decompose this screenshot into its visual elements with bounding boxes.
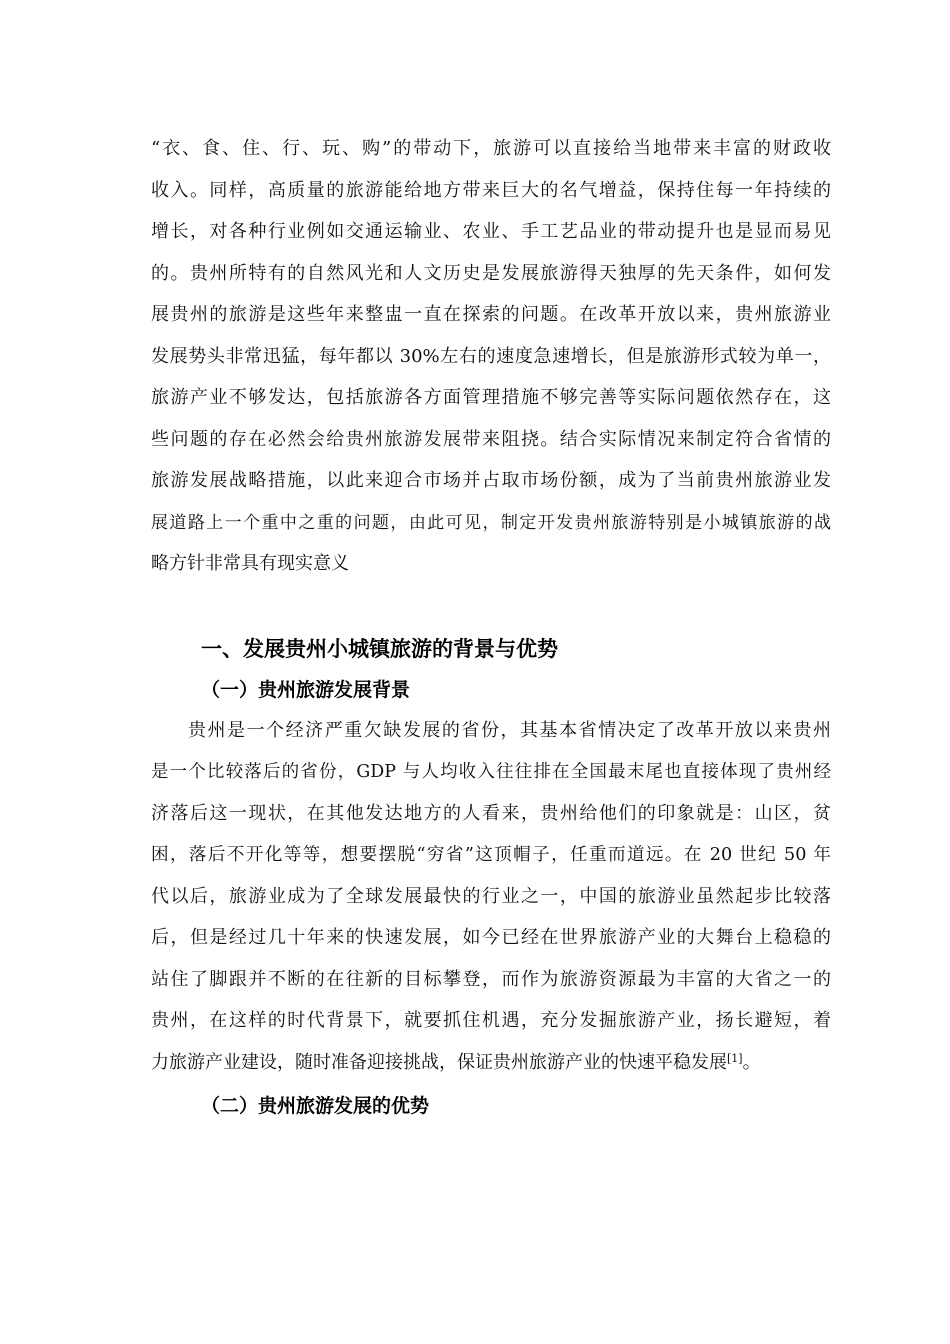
- text-line: 是一个比较落后的省份，GDP 与人均收入往往排在全国最末尾也直接体现了贵州经: [151, 762, 831, 782]
- section-heading: 一、发展贵州小城镇旅游的背景与优势: [201, 637, 558, 661]
- text-line: 站住了脚跟并不断的在往新的目标攀登，而作为旅游资源最为丰富的大省之一的: [151, 969, 831, 990]
- text-line: 困，落后不开化等等，想要摆脱“穷省”这顶帽子，任重而道远。在 20 世纪 50 年: [151, 845, 831, 865]
- subsection-heading: （二）贵州旅游发展的优势: [201, 1095, 430, 1117]
- text-line-last: [151, 1051, 831, 1075]
- citation-marker[interactable]: [1]: [727, 1052, 743, 1065]
- text-line: 发展势头非常迅猛，每年都以 30%左右的速度急速增长，但是旅游形式较为单一，: [151, 346, 831, 367]
- text-line: 略方针非常具有现实意义: [151, 553, 349, 574]
- subsection-heading: （一）贵州旅游发展背景: [201, 679, 411, 701]
- text-line: 贵州，在这样的时代背景下，就要抓住机遇，充分发掘旅游产业，扬长避短，着: [151, 1010, 831, 1031]
- text-line: 旅游发展战略措施，以此来迎合市场并占取市场份额，成为了当前贵州旅游业发: [151, 470, 831, 491]
- text-line: 济落后这一现状，在其他发达地方的人看来，贵州给他们的印象就是：山区，贫: [151, 803, 831, 824]
- text-line: 后，但是经过几十年来的快速发展，如今已经在世界旅游产业的大舞台上稳稳的: [151, 927, 831, 948]
- text-line-punct: 。: [742, 1052, 761, 1073]
- text-line-content: 力旅游产业建设，随时准备迎接挑战，保证贵州旅游产业的快速平稳发展: [151, 1052, 727, 1073]
- text-line: “衣、食、住、行、玩、购”的带动下，旅游可以直接给当地带来丰富的财政收: [151, 138, 831, 159]
- text-line: 代以后，旅游业成为了全球发展最快的行业之一，中国的旅游业虽然起步比较落: [151, 886, 831, 907]
- text-line: 旅游产业不够发达，包括旅游各方面管理措施不够完善等实际问题依然存在，这: [151, 387, 831, 408]
- text-line: 些问题的存在必然会给贵州旅游发展带来阻挠。结合实际情况来制定符合省情的: [151, 429, 831, 450]
- text-line: 展道路上一个重中之重的问题，由此可见，制定开发贵州旅游特别是小城镇旅游的战: [151, 513, 831, 533]
- text-line: 展贵州的旅游是这些年来整盅一直在探索的问题。在改革开放以来，贵州旅游业: [151, 304, 831, 325]
- text-line: 的。贵州所特有的自然风光和人文历史是发展旅游得天独厚的先天条件，如何发: [151, 263, 831, 284]
- text-line: 收入。同样，高质量的旅游能给地方带来巨大的名气增益，保持住每一年持续的: [151, 180, 831, 201]
- text-line: 增长，对各种行业例如交通运输业、农业、手工艺品业的带动提升也是显而易见: [151, 221, 831, 242]
- text-line: 贵州是一个经济严重欠缺发展的省份，其基本省情决定了改革开放以来贵州: [188, 720, 831, 741]
